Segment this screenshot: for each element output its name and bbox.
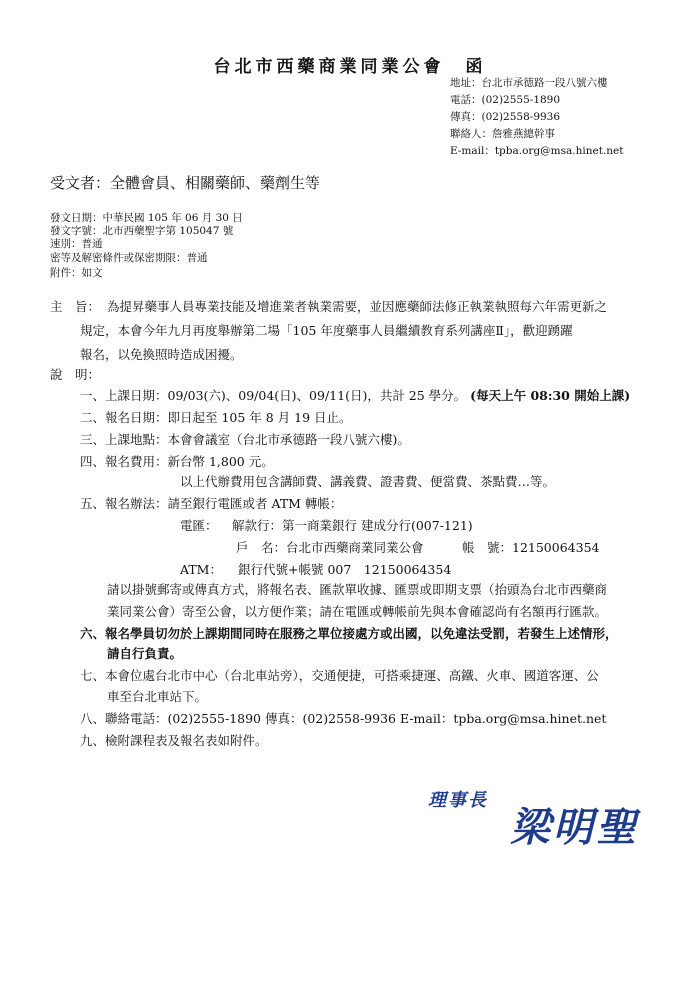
explanation-label: 說 明： [50,367,101,382]
item-9: 九、檢附課程表及報名表如附件。 [80,733,268,748]
account-number: 帳 號：12150064354 [462,540,600,555]
item-5-note-1: 請以掛號郵寄或傳真方式，將報名表、匯款單收據、匯票或即期支票（抬頭為台北市西藥商 [107,582,608,597]
item-1-bold-note: (每天上午 08:30 開始上課) [470,388,631,403]
signature-title: 理事長 [428,790,488,811]
item-3: 三、上課地點：本會會議室（台北市承德路一段八號六樓)。 [80,432,410,447]
recipient-line: 受文者：全體會員、相關藥師、藥劑生等 [50,174,321,192]
attachment-note: 附件：如文 [50,267,103,279]
item-6-line-1: 六、報名學員切勿於上課期間同時在服務之單位接處方或出國，以免違法受罰，若發生上述情形， [80,626,618,641]
item-7-line-2: 車至台北車站下。 [107,689,208,704]
account-name: 戶 名：台北市西藥商業同業公會 [236,540,424,555]
subject-line-3: 報名，以免換照時造成困擾。 [80,347,243,362]
atm-detail: 銀行代號+帳號 007 12150064354 [238,562,452,577]
contact-fax: 傳真：(02)2558-9936 [450,111,561,123]
contact-email: E-mail：tpba.org@msa.hinet.net [450,145,624,157]
signature-name: 梁明聖 [510,804,639,851]
item-1 [80,386,630,404]
delivery-speed: 速別：普通 [50,238,103,250]
wire-label: 電匯： [180,518,218,533]
contact-person: 聯絡人：詹雅燕總幹事 [450,128,555,140]
item-7-line-1: 七、本會位處台北市中心（台北車站旁），交通便捷，可搭乘捷運、高鐵、火車、國道客運、公 [80,668,599,683]
item-1-text: 一、上課日期：09/03(六)、09/04(日)、09/11(日)，共計 25 學分。 [80,388,467,403]
item-6-line-2: 請自行負責。 [107,646,183,661]
issue-date: 發文日期：中華民國 105 年 06 月 30 日 [50,212,243,224]
security-level: 密等及解密條件或保密期限：普通 [50,252,208,264]
subject-line-2: 規定，本會今年九月再度舉辦第二場「105 年度藥事人員繼續教育系列講座Ⅱ」，歡迎踴躍 [80,323,573,338]
document-title: 台北市西藥商業同業公會 函 [213,57,487,77]
contact-address: 地址：台北市承德路一段八號六樓 [450,77,608,89]
item-4: 四、報名費用：新台幣 1,800 元。 [80,454,274,469]
item-4-note: 以上代辦費用包含講師費、講義費、證書費、便當費、茶點費…等。 [180,474,556,489]
subject-label: 主 旨： [50,299,101,314]
item-5: 五、報名辦法：請至銀行電匯或者 ATM 轉帳： [80,496,343,511]
item-2: 二、報名日期：即日起至 105 年 8 月 19 日止。 [80,410,352,425]
item-8: 八、聯絡電話：(02)2555-1890 傳真：(02)2558-9936 E-mail：tpba.org@msa.hinet.net [80,711,607,726]
subject-line-1: 為提昇藥事人員專業技能及增進業者執業需要，並因應藥師法修正執業執照每六年需更新之 [107,299,608,314]
item-5-note-2: 業同業公會）寄至公會，以方便作業；請在電匯或轉帳前先與本會確認尚有名額再行匯款。 [107,604,608,619]
bank-info: 解款行：第一商業銀行 建成分行(007-121) [232,518,473,533]
reference-number: 發文字號：北市西藥聖字第 105047 號 [50,225,234,237]
contact-phone: 電話：(02)2555-1890 [450,94,561,106]
atm-label: ATM： [180,562,222,577]
